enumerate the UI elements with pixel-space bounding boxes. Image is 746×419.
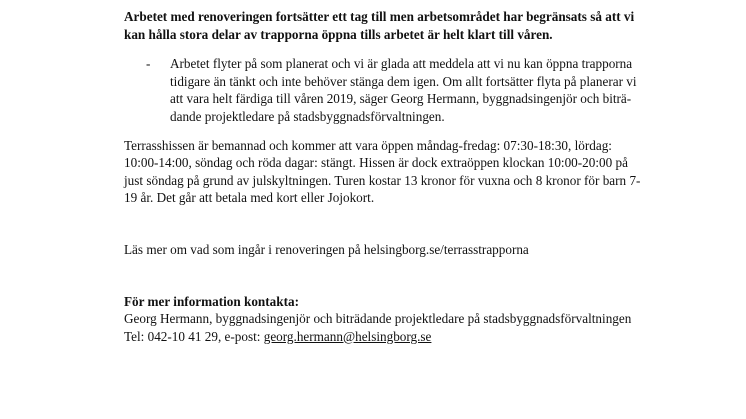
contact-phone: Tel: 042-10 41 29, e-post: (124, 328, 264, 344)
quote-line: dande projektledare på stadsbyggnadsförvaltningen. (170, 108, 445, 124)
hours-line: 10:00-14:00, söndag och röda dagar: stängt. Hissen är dock extraöppen klockan 10:00-20:00 på (124, 155, 628, 171)
quote-line: att vara helt färdiga till våren 2019, säger Georg Hermann, byggnadsingenjör och biträ- (170, 91, 632, 107)
quote-line: tidigare än tänkt och inte behöver stänga dem igen. Om allt fortsätter flyta på planerar vi (170, 73, 637, 89)
hours-line: 19 år. Det går att betala med kort eller Jojokort. (124, 190, 375, 206)
opening-hours-paragraph (124, 137, 664, 207)
hours-line: Terrasshissen är bemannad och kommer att vara öppen måndag-fredag: 07:30-18:30, lördag: (124, 137, 612, 153)
quote-dash: - (146, 56, 151, 72)
lead-paragraph (124, 8, 664, 43)
email-link[interactable]: georg.hermann@helsingborg.se (263, 328, 432, 344)
document-page (124, 8, 664, 345)
contact-phone-line (124, 328, 664, 346)
hours-line: just söndag på grund av julskyltningen. Turen kostar 13 kronor för vuxna och 8 kronor för barn 7- (124, 172, 641, 188)
lead-line: Arbetet med renoveringen fortsätter ett tag till men arbetsområdet har begränsats så att vi (124, 9, 635, 24)
contact-heading: För mer information kontakta: (124, 293, 299, 309)
quote-paragraph (124, 55, 664, 125)
lead-line: kan hålla stora delar av trapporna öppna tills arbetet är helt klart till våren. (124, 26, 553, 42)
contact-name-line: Georg Hermann, byggnadsingenjör och biträdande projektledare på stadsbyggnadsförvaltningen (124, 311, 632, 327)
quote-line: Arbetet flyter på som planerat och vi är glada att meddela att vi nu kan öppna trapporna (170, 56, 633, 72)
contact-section (124, 293, 664, 346)
read-more-text: Läs mer om vad som ingår i renoveringen på helsingborg.se/terrasstrapporna (124, 241, 529, 257)
